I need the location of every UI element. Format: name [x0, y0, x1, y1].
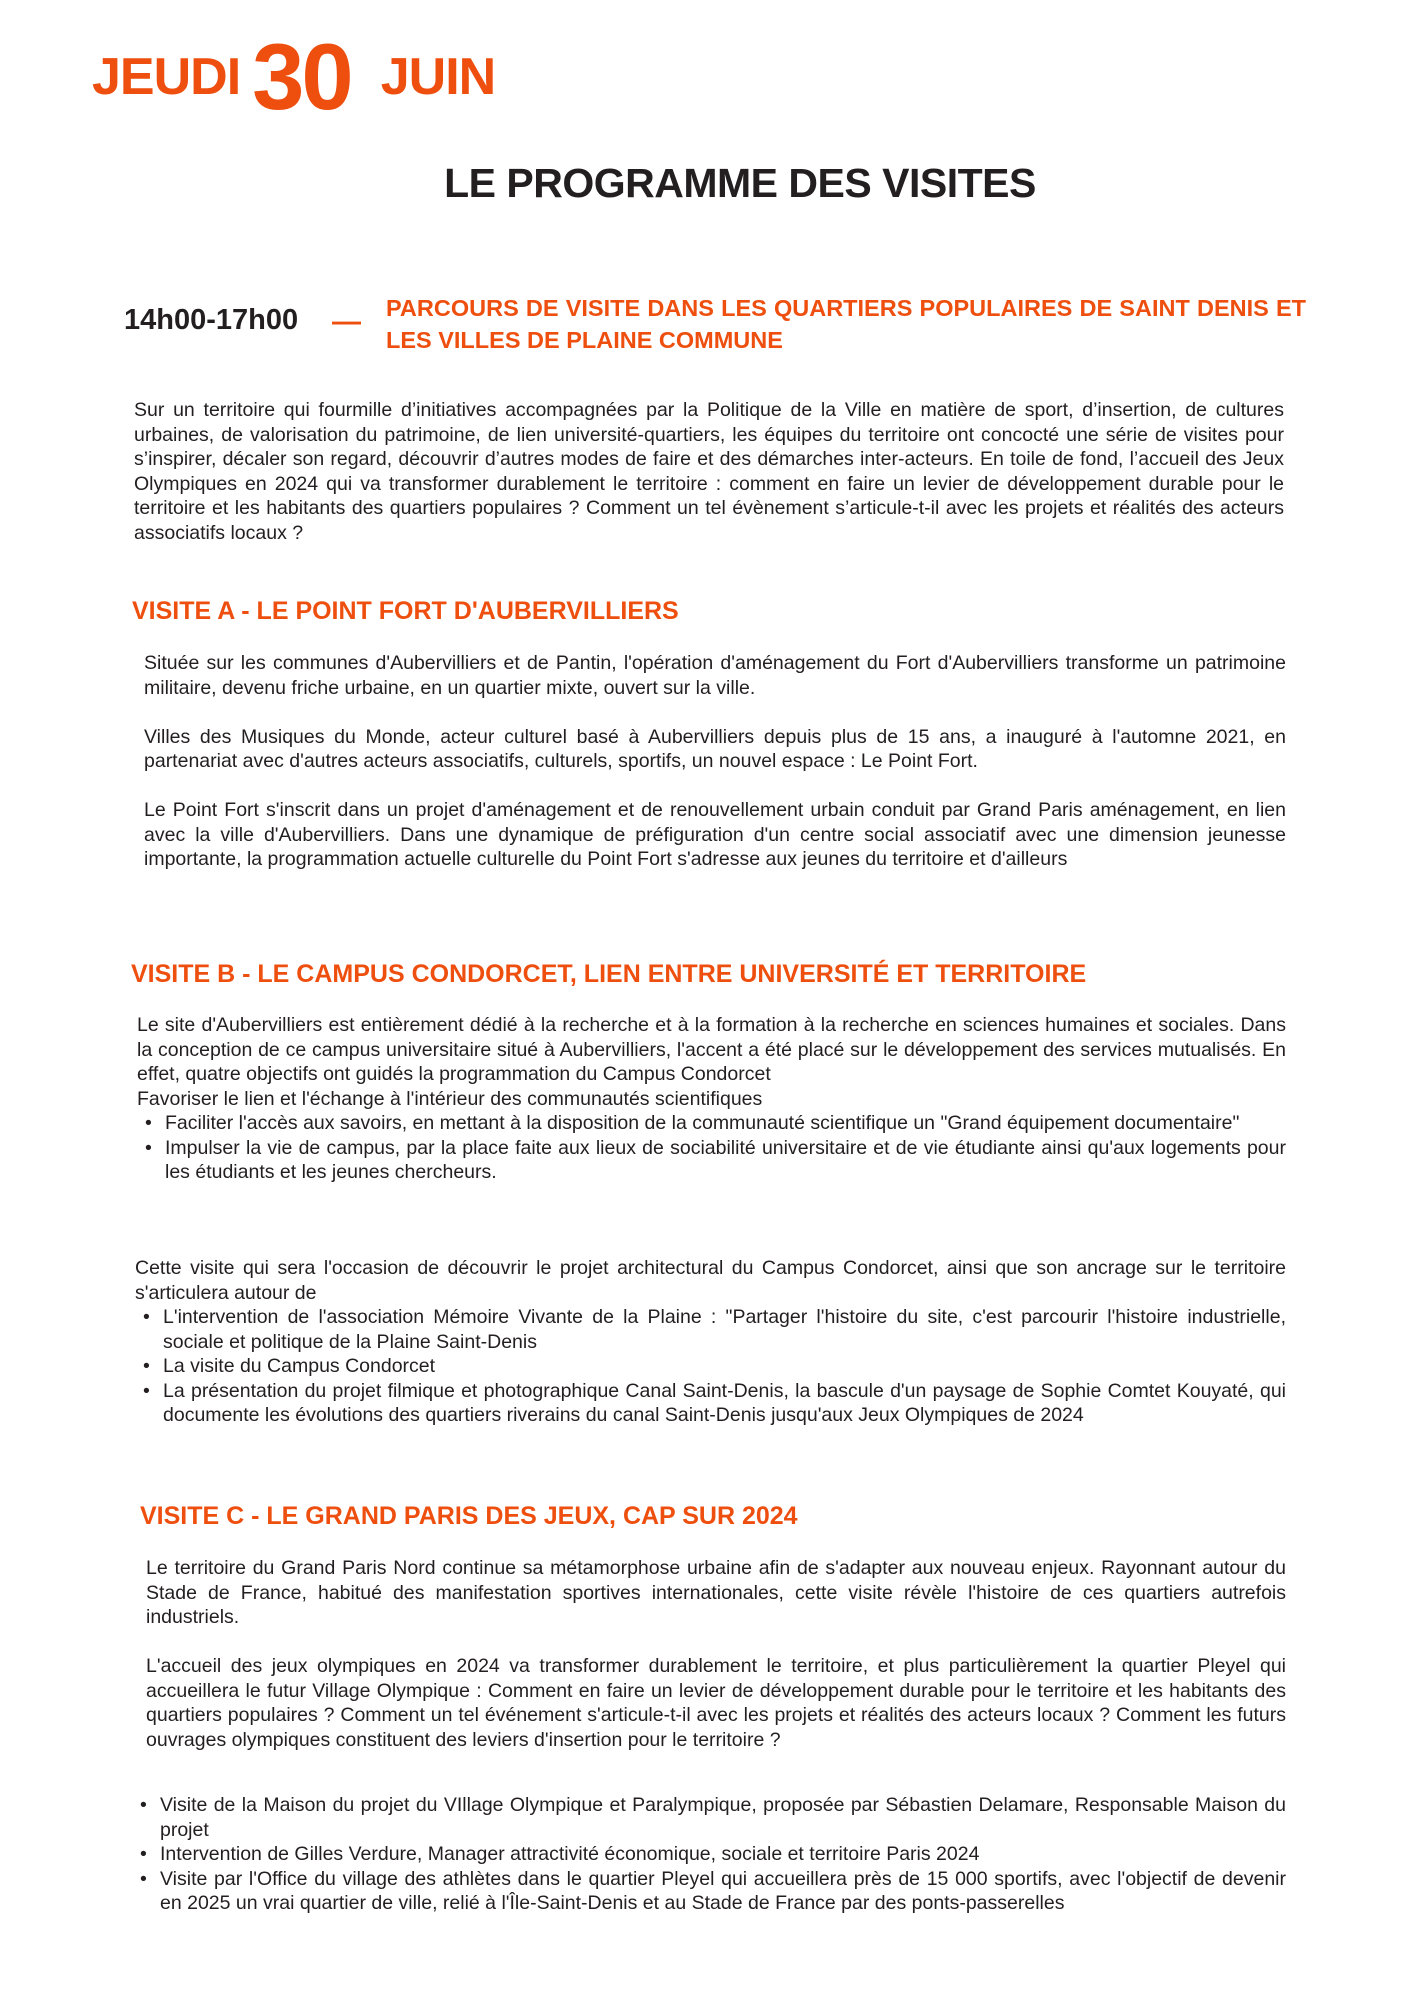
- visite-b-body-2: [135, 1256, 1286, 1428]
- list-item: • La présentation du projet filmique et photographique Canal Saint-Denis, la bascule d'un paysage de Sophie Comtet Kouyaté, qui documente les évolutions des quartiers riverains du canal Saint-Denis jusqu'aux Jeux Olympiques de 2024: [143, 1379, 1286, 1426]
- visite-a-heading: VISITE A - LE POINT FORT D'AUBERVILLIERS: [132, 597, 679, 625]
- list-item: • Visite par l'Office du village des athlètes dans le quartier Pleyel qui accueillera près de 15 000 sportifs, avec l'objectif de devenir en 2025 un vrai quartier de ville, relié à l'Île-Saint-Denis et au Stade de France par des ponts-passerelles: [140, 1867, 1286, 1914]
- visite-a-p3: Le Point Fort s'inscrit dans un projet d'aménagement et de renouvellement urbain conduit par Grand Paris aménagement, en lien avec la ville d'Aubervilliers. Dans une dynamique de préfiguration d'un centre social associatif avec une dimension jeunesse importante, la programmation actuelle culturelle du Point Fort s'adresse aux jeunes du territoire et d'ailleurs: [144, 799, 1286, 870]
- list-item: • Faciliter l'accès aux savoirs, en mettant à la disposition de la communauté scientifique un "Grand équipement documentaire": [145, 1112, 1240, 1134]
- visite-a-p2: Villes des Musiques du Monde, acteur culturel basé à Aubervilliers depuis plus de 15 ans, a inauguré à l'automne 2021, en partenariat avec d'autres acteurs associatifs, culturels, sportifs, un nouvel espace : Le Point Fort.: [144, 725, 1286, 772]
- event-date: [92, 22, 495, 132]
- visite-b-p3: Cette visite qui sera l'occasion de découvrir le projet architectural du Campus Condorcet, ainsi que son ancrage sur le territoire s'articulera autour de: [135, 1257, 1286, 1304]
- visite-b-program-list: [135, 1305, 1286, 1428]
- page-title: LE PROGRAMME DES VISITES: [444, 160, 1036, 206]
- list-item: • Intervention de Gilles Verdure, Manager attractivité économique, sociale et territoire Paris 2024: [140, 1843, 980, 1865]
- parcours-dash: —: [332, 306, 361, 338]
- parcours-title: PARCOURS DE VISITE DANS LES QUARTIERS POPULAIRES DE SAINT DENIS ET LES VILLES DE PLAINE COMMUNE: [386, 295, 1306, 353]
- date-day: JEUDI: [92, 48, 241, 106]
- parcours-intro-text: Sur un territoire qui fourmille d’initiatives accompagnées par la Politique de la Ville en matière de sport, d’insertion, de cultures urbaines, de valorisation du patrimoine, de lien université-quartiers, les équipes du territoire ont concocté une série de visites pour s’inspirer, décaler son regard, découvrir d’autres modes de faire et des démarches inter-acteurs. En toile de fond, l’accueil des Jeux Olympiques en 2024 qui va transformer durablement le territoire : comment en faire un levier de développement durable pour le territoire et les habitants des quartiers populaires ? Comment un tel évènement s’articule-t-il avec les projets et réalités des acteurs associatifs locaux ?: [134, 399, 1284, 544]
- visite-a-p1: Située sur les communes d'Aubervilliers et de Pantin, l'opération d'aménagement du Fort d'Aubervilliers transforme un patrimoine militaire, devenu friche urbaine, en un quartier mixte, ouvert sur la ville.: [144, 652, 1286, 699]
- date-number: 30: [252, 24, 351, 129]
- visite-c-p2: L'accueil des jeux olympiques en 2024 va transformer durablement le territoire, et plus particulièrement la quartier Pleyel qui accueillera le futur Village Olympique : Comment en faire un levier de développement durable pour le territoire et les habitants des quartiers populaires ? Comment un tel événement s'articule-t-il avec les projets et réalités des acteurs locaux ? Comment les futurs ouvrages olympiques constituent des leviers d'insertion pour le territoire ?: [146, 1655, 1286, 1751]
- list-item: • Impulser la vie de campus, par la place faite aux lieux de sociabilité universitaire et de vie étudiante ainsi qu'aux logements pour les étudiants et les jeunes chercheurs.: [145, 1136, 1286, 1183]
- visite-b-objectives-list: [137, 1111, 1286, 1185]
- visite-b-body: [137, 1013, 1286, 1185]
- list-item: • La visite du Campus Condorcet: [143, 1355, 436, 1377]
- visite-b-p1: Le site d'Aubervilliers est entièrement dédié à la recherche et à la formation à la recherche en sciences humaines et sociales. Dans la conception de ce campus universitaire situé à Aubervilliers, l'accent a été placé sur le développement des services mutualisés. En effet, quatre objectifs ont guidés la programmation du Campus Condorcet: [137, 1014, 1286, 1085]
- list-item: • L'intervention de l'association Mémoire Vivante de la Plaine : "Partager l'histoire du site, c'est parcourir l'histoire industrielle, sociale et politique de la Plaine Saint-Denis: [143, 1306, 1286, 1353]
- visite-c-heading: VISITE C - LE GRAND PARIS DES JEUX, CAP SUR 2024: [140, 1502, 798, 1530]
- visite-b-p2: Favoriser le lien et l'échange à l'intérieur des communautés scientifiques: [137, 1087, 763, 1110]
- date-month: JUIN: [380, 48, 496, 106]
- visite-c-body: [146, 1556, 1286, 1752]
- visite-a-body: [144, 651, 1286, 872]
- visite-c-list-wrap: [132, 1793, 1286, 1916]
- list-item: • Visite de la Maison du projet du VIllage Olympique et Paralympique, proposée par Sébastien Delamare, Responsable Maison du projet: [140, 1794, 1286, 1841]
- parcours-time: 14h00-17h00: [124, 304, 299, 336]
- visite-c-p1: Le territoire du Grand Paris Nord continue sa métamorphose urbaine afin de s'adapter aux nouveau enjeux. Rayonnant autour du Stade de France, habitué des manifestation sportives internationales, cette visite révèle l'histoire de ces quartiers autrefois industriels.: [146, 1557, 1286, 1628]
- parcours-intro: [134, 398, 1284, 545]
- visite-c-list: [132, 1793, 1286, 1916]
- visite-b-heading: VISITE B - LE CAMPUS CONDORCET, LIEN ENTRE UNIVERSITÉ ET TERRITOIRE: [131, 960, 1087, 988]
